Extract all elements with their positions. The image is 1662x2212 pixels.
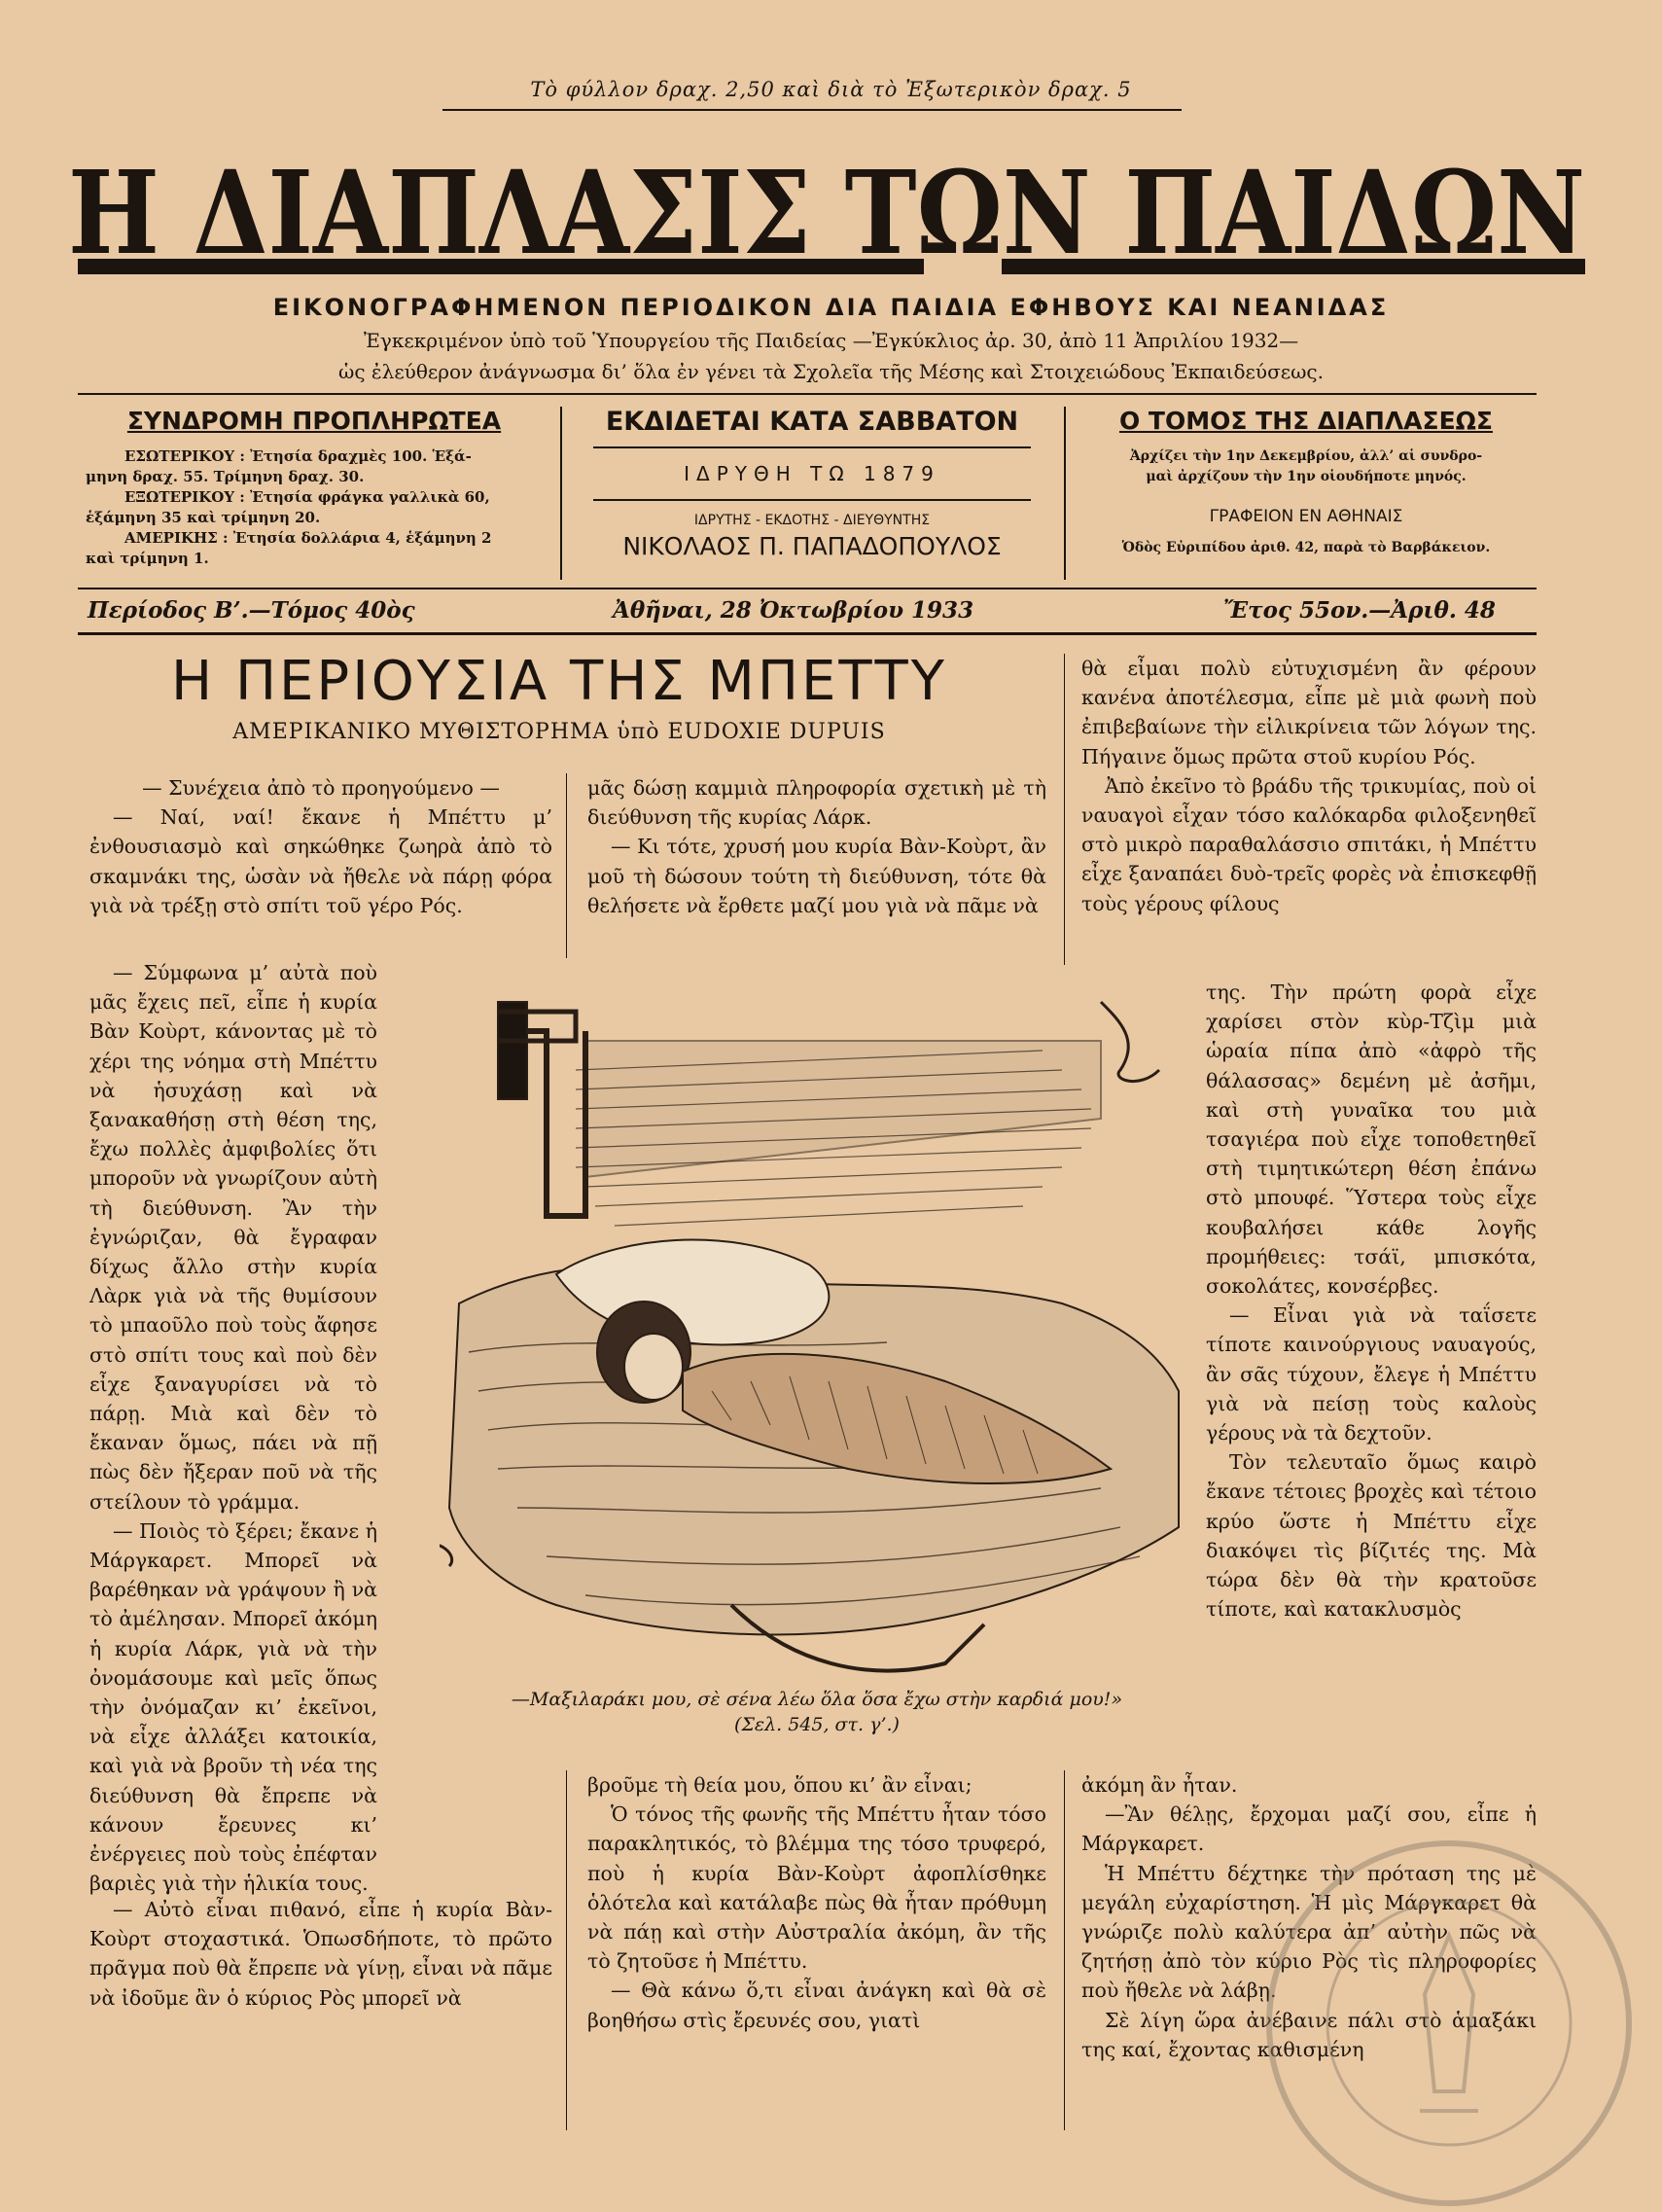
subscription-line: ἑξάμηνη 35 καὶ τρίμηνη 20. [86,509,321,526]
library-stamp [1225,1800,1634,2208]
issue-period: Περίοδος Β’.—Τόμος 40ὸς [88,597,415,624]
right-column-narrow [1206,978,1537,1623]
header-rule-bottom [78,632,1537,635]
column-rule [1064,654,1065,965]
svg-text:Η ΔΙΑΠΛΑΣΙΣ ΤΩΝ ΠΑΙΔΩΝ: Η ΔΙΑΠΛΑΣΙΣ ΤΩΝ ΠΑΙΔΩΝ [68,145,1585,280]
story-subtitle: ΑΜΕΡΙΚΑΝΙΚΟ ΜΥΘΙΣΤΟΡΗΜΑ ὑπὸ EUDOXIE DUPUIS [232,720,886,744]
subscription-heading: ΣΥΝΔΡΟΜΗ ΠΡΟΠΛΗΡΩΤΕΑ [126,407,502,435]
subscription-lines [86,446,543,569]
left-column-top [89,773,552,920]
office-address: Ὁδὸς Εὐριπίδου ἀριθ. 42, παρὰ τὸ Βαρβάκειον. [1121,540,1491,555]
paragraph: — Θὰ κάνω ὅ,τι εἶναι ἀνάγκη καὶ θὰ σὲ βοηθήσω στὶς ἔρευνές σου, γιατὶ [587,1979,1046,2032]
box-divider-1 [560,407,562,580]
paragraph: ἀκόμη ἂν ἦταν. [1081,1773,1238,1797]
paragraph: — Ποιὸς τὸ ξέρει; ἔκανε ἡ Μάργκαρετ. Μπορεῖ νὰ βαρέθηκαν νὰ γράψουν ἢ νὰ τὸ ἀμέλησαν. Μπορεῖ ἀκόμη ἡ κυρία Λάρκ, γιὰ νὰ τὴν ὀνομάσουμε καὶ μεῖς ὅπως τὴν ὀνόμαζαν κι’ ἐκεῖνοι, νὰ εἶχε ἀλλάξει κατοικία, καὶ γιὰ νὰ βροῦν τὴ νέα της διεύθυνση θὰ ἔπρεπε νὰ κάνουν ἔρευνες κι’ ἐνέργειες ποὺ τοὺς ἐπέφταν βαριὲς γιὰ τὴν ἡλικία τους. [89,1518,377,1896]
price-line: Τὸ φύλλον δραχ. 2,50 καὶ διὰ τὸ Ἐξωτερικὸν δραχ. 5 [530,78,1132,101]
volume-line-1: Ἀρχίζει τὴν 1ην Δεκεμβρίου, ἀλλ’ αἱ συνδρο- [1129,448,1483,464]
paragraph: της. Τὴν πρώτη φορὰ εἶχε χαρίσει στὸν κὺρ-Τζὶμ μιὰ ὡραία πίπα ἀπὸ «ἀφρὸ τῆς θάλασσας» δεμένη μὲ ἀσῆμι, καὶ στὴ γυναῖκα του μιὰ τσαγιέρα ποὺ εἶχε τοποθετηθεῖ στὴ τιμητικώτερη θέση ἐπάνω στὸ μπουφέ. Ὕστερα τοὺς εἶχε κουβαλήσει κάθε λογῆς προμήθειες: τσάϊ, μπισκότα, σοκολάτες, κονσέρβες. [1206,981,1537,1299]
paragraph: Σὲ λίγη ὥρα ἀνέβαινε πάλι στὸ ἁμαξάκι της καί, ἔχοντας καθισμένη [1081,2008,1537,2061]
roles-line: ΙΔΡΥΤΗΣ - ΕΚΔΟΤΗΣ - ΔΙΕΥΘΥΝΤΗΣ [693,513,931,528]
paragraph: — Αὐτὸ εἶναι πιθανό, εἶπε ἡ κυρία Βὰν-Κοὺρτ στοχαστικά. Ὁπωσδήποτε, τὸ πρῶτο πρᾶγμα ποὺ θὰ ἔπρεπε νὰ γίνῃ, εἶναι νὰ πᾶμε νὰ ἰδοῦμε ἂν ὁ κύριος Ρὸς μπορεῖ νὰ [89,1898,552,2010]
price-rule [442,109,1182,111]
illustration-drawing [440,982,1188,1683]
paragraph: θὰ εἶμαι πολὺ εὐτυχισμένη ἂν φέρουν κανένα ἀποτέλεσμα, εἶπε μὲ μιὰ φωνὴ ποὺ ἐπιβεβαίωνε τὴν εἰλικρίνεια τῶν λόγων της. Πήγαινε ὅμως πρῶτα στοῦ κυρίου Ρός. [1081,657,1537,768]
volume-line-2: μαὶ ἀρχίζουν τὴν 1ην οἱουδήποτε μηνός. [1146,469,1467,484]
left-column-narrow [89,958,377,1899]
middle-column-top [587,773,1046,920]
stamp-seal [1225,1800,1634,2208]
paragraph: — Ναί, ναί! ἔκανε ἡ Μπέττυ μ’ ἐνθουσιασμὸ καὶ σηκώθηκε ζωηρὰ ἀπὸ τὸ σκαμνάκι της, ὡσὰν νὰ ἤθελε νὰ πάρῃ φόρα γιὰ νὰ τρέξῃ στὸ σπίτι τοῦ γέρο Ρός. [89,805,552,917]
approval-line-2: ὡς ἐλεύθερον ἀνάγνωσμα δι’ ὅλα ἐν γένει τὰ Σχολεῖα τῆς Μέσης καὶ Στοιχειώδους Ἐκπαιδεύσεως. [338,360,1324,383]
issue-date: Ἀθῆναι, 28 Ὀκτωβρίου 1933 [613,597,974,624]
paragraph: βροῦμε τὴ θεία μου, ὅπου κι’ ἂν εἶναι; [587,1773,972,1797]
paragraph: Ὁ τόνος τῆς φωνῆς τῆς Μπέττυ ἦταν τόσο παρακλητικός, τὸ βλέμμα της τόσο τρυφερό, ποὺ ἡ κυρία Βὰν-Κοὺρτ ἀφοπλίσθηκε ὁλότελα καὶ κατάλαβε πὼς θὰ ἦταν πρόθυμη νὰ πάῃ καὶ στὴν Αὐστραλία ἀκόμη, ἂν τῆς τὸ ζητοῦσε ἡ Μπέττυ. [587,1802,1046,1974]
publication-heading: ΕΚΔΙΔΕΤΑΙ ΚΑΤΑ ΣΑΒΒΑΤΟΝ [605,407,1019,437]
subtitle: ΕΙΚΟΝΟΓΡΑΦΗΜΕΝΟΝ ΠΕΡΙΟΔΙΚΟΝ ΔΙΑ ΠΑΙΔΙΑ ΕΦΗΒΟΥΣ ΚΑΙ ΝΕΑΝΙΔΑΣ [272,294,1390,321]
story-illustration [440,982,1188,1683]
paragraph: — Εἶναι γιὰ νὰ ταΐσετε τίποτε καινούργιους ναυαγούς, ἂν σᾶς τύχουν, ἔλεγε ἡ Μπέττυ γιὰ νὰ πείσῃ τοὺς καλοὺς γέρους νὰ τὰ δεχτοῦν. [1206,1303,1537,1445]
subscription-line: ΕΞΩΤΕΡΙΚΟΥ : Ἐτησία φράγκα γαλλικὰ 60, [124,488,490,506]
column-rule [1064,1770,1065,2130]
left-column-bottom [89,1895,552,2013]
volume-heading: Ο ΤΟΜΟΣ ΤΗΣ ΔΙΑΠΛΑΣΕΩΣ [1118,407,1494,435]
illustration-caption [428,1687,1206,1737]
column-rule [566,773,567,958]
subscription-line: ΑΜΕΡΙΚΗΣ : Ἐτησία δολλάρια 4, ἑξάμηνη 2 [124,529,492,547]
founded-line: ΙΔΡΥΘΗ ΤΩ 1879 [684,462,940,485]
paragraph: —Ἂν θέλῃς, ἔρχομαι μαζί σου, εἶπε ἡ Μάργκαρετ. [1081,1802,1537,1856]
right-column-top [1081,654,1537,918]
header-rule-top [78,393,1537,395]
continuation-note: — Συνέχεια ἀπὸ τὸ προηγούμενο — [142,776,500,800]
volume-box [1078,407,1535,580]
paragraph: Ἡ Μπέττυ δέχτηκε τὴν πρόταση της μὲ μεγάλη εὐχαρίστηση. Ἡ μὶς Μάργκαρετ θὰ γνώριζε πολὺ καλύτερα ἀπ’ αὐτὴν πῶς νὰ ζητήσῃ ἀπὸ τὸν κύριο Ρὸς τὶς πληροφορίες ποὺ ἤθελε νὰ λάβῃ. [1081,1861,1537,2003]
subscription-box [86,407,543,580]
publication-box [574,407,1050,580]
header-rule-mid [78,588,1537,589]
paragraph: μᾶς δώσῃ καμμιὰ πληροφορία σχετικὴ μὲ τὴ διεύθυνση τῆς κυρίας Λάρκ. [587,776,1046,830]
approval-line-1: Ἐγκεκριμένον ὑπὸ τοῦ Ὑπουργείου τῆς Παιδείας —Ἐγκύκλιος ἀρ. 30, ἀπὸ 11 Ἀπριλίου 1932— [363,329,1299,352]
masthead-logo [68,144,1595,280]
subscription-line: καὶ τρίμηνη 1. [86,550,209,567]
editor-name: ΝΙΚΟΛΑΟΣ Π. ΠΑΠΑΔΟΠΟΥΛΟΣ [622,532,1002,560]
paragraph: — Σύμφωνα μ’ αὐτὰ ποὺ μᾶς ἔχεις πεῖ, εἶπε ἡ κυρία Βὰν Κοὺρτ, κάνοντας μὲ τὸ χέρι της νόημα στὴ Μπέττυ νὰ ἡσυχάσῃ καὶ νὰ ξανακαθήσῃ στὴ θέση της, ἔχω πολλὲς ἀμφιβολίες ὅτι μποροῦν νὰ γνωρίζουν αὐτὴ τὴ διεύθυνση. Ἂν τὴν ἐγνώριζαν, θὰ ἔγραφαν δίχως ἄλλο στὴν κυρία Λὰρκ γιὰ νὰ τῆς θυμίσουν τὸ μπαοῦλο ποὺ τοὺς ἄφησε στὸ σπίτι τους καὶ ποὺ δὲν εἶχε ξαναγυρίσει νὰ τὸ πάρῃ. Μιὰ καὶ δὲν τὸ ἔκαναν ὅμως, πάει νὰ πῇ πὼς δὲν ἤξεραν ποῦ νὰ τῆς στείλουν τὸ γράμμα. [89,961,377,1514]
subscription-line: ΕΣΩΤΕΡΙΚΟΥ : Ἐτησία δραχμὲς 100. Ἑξά- [124,447,472,465]
issue-year: Ἔτος 55ον.—Ἀριθ. 48 [1223,597,1496,624]
publication-rule [593,499,1031,501]
box-divider-2 [1064,407,1066,580]
caption-line-2: (Σελ. 545, στ. γ’.) [734,1714,900,1735]
paragraph: — Κι τότε, χρυσή μου κυρία Βὰν-Κοὺρτ, ἂν μοῦ τὴ δώσουν τούτη τὴ διεύθυνση, τότε θὰ θελήσετε νὰ ἔρθετε μαζί μου γιὰ νὰ πᾶμε νὰ [587,835,1046,917]
middle-column-bottom [587,1770,1046,2035]
office-heading: ΓΡΑΦΕΙΟΝ ΕΝ ΑΘΗΝΑΙΣ [1209,507,1403,526]
paragraph: Τὸν τελευταῖο ὅμως καιρὸ ἔκανε τέτοιες βροχὲς καὶ τέτοιο κρύο ὥστε ἡ Μπέττυ εἶχε διακόψει τὶς βίζιτές της. Μὰ τώρα δὲν θὰ τὴν κρατοῦσε τίποτε, καὶ κατακλυσμὸς [1206,1450,1537,1622]
paragraph: Ἀπὸ ἐκεῖνο τὸ βράδυ τῆς τρικυμίας, ποὺ οἱ ναυαγοὶ εἶχαν τόσο καλόκαρδα φιλοξενηθεῖ στὸ μικρὸ παραθαλάσσιο σπιτάκι, ἡ Μπέττυ εἶχε ξαναπάει δυὸ-τρεῖς φορὲς νὰ ἐπισκεφθῇ τοὺς γέρους φίλους [1081,773,1537,915]
subscription-line: μηνη δραχ. 55. Τρίμηνη δραχ. 30. [86,468,365,485]
story-title: Η ΠΕΡΙΟΥΣΙΑ ΤΗΣ ΜΠΕΤΤΥ [171,650,947,713]
publication-rule [593,446,1031,448]
column-rule [566,1770,567,2130]
masthead [68,144,1595,280]
caption-line-1: —Μαξιλαράκι μου, σὲ σένα λέω ὅλα ὅσα ἔχω στὴν καρδιά μου!» [511,1689,1123,1710]
